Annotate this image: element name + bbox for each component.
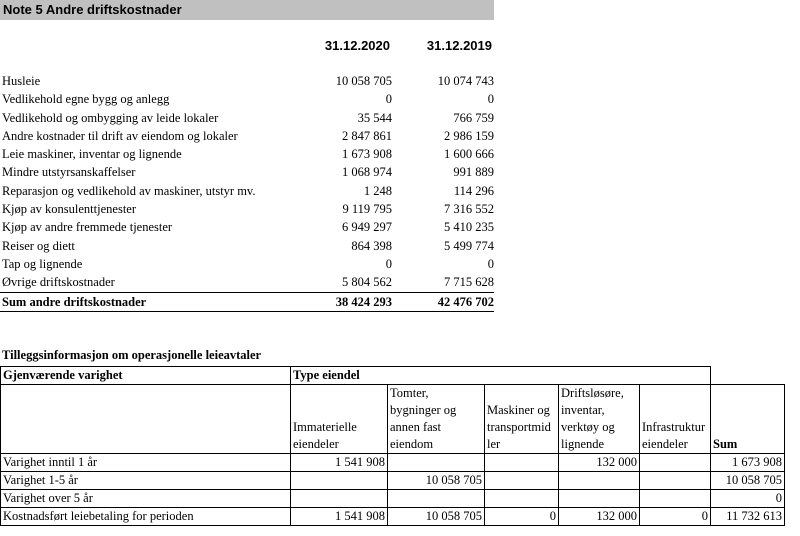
cost-row-value-2020: 1 248 [363, 183, 392, 198]
cost-row-value-2020: 10 058 705 [335, 74, 392, 88]
lease-cell: 0 [640, 508, 711, 526]
lease-row-label: Kostnadsført leiebetaling for perioden [1, 508, 291, 526]
cost-row-value-2019: 10 074 743 [437, 74, 494, 88]
cost-row-label: Øvrige driftskostnader [2, 275, 115, 290]
lease-cell: 11 732 613 [711, 508, 785, 526]
cost-row-value-2020: 864 398 [351, 238, 392, 253]
lease-col-header-line: lignende [561, 437, 605, 451]
lease-cell: 1 541 908 [291, 508, 388, 526]
cost-row-value-2020: 1 068 974 [342, 165, 392, 180]
cost-row [0, 218, 494, 236]
cost-row-value-2019: 5 410 235 [444, 220, 494, 235]
cost-table [0, 72, 494, 312]
lease-header-blank [1, 385, 291, 454]
cost-row [0, 273, 494, 292]
cost-row-label: Husleie [2, 74, 41, 88]
cost-row-value-2020: 35 544 [357, 110, 392, 125]
sum-value-2019: 42 476 702 [392, 292, 494, 311]
lease-cell [291, 490, 388, 508]
cost-row-value-2020: 9 119 795 [342, 202, 392, 217]
lease-col-header-line: Driftsløsøre, [561, 386, 624, 400]
lease-col-header-line: Tomter, [390, 386, 429, 400]
lease-cell [485, 472, 559, 490]
cost-row-value-2019: 7 316 552 [444, 202, 494, 217]
cost-row-label: Vedlikehold egne bygg og anlegg [2, 92, 170, 107]
cost-row-value-2020: 0 [385, 92, 392, 107]
lease-cell [559, 490, 640, 508]
lease-col-header [640, 385, 711, 454]
cost-row-value-2020: 6 949 297 [342, 220, 392, 235]
lease-table [0, 366, 785, 526]
lease-empty-corner [711, 367, 785, 385]
cost-sum-row [0, 292, 494, 311]
lease-col-header-line: verktøy og [561, 420, 615, 434]
cost-row-value-2019: 0 [487, 256, 494, 271]
lease-cell: 10 058 705 [711, 472, 785, 490]
lease-col-header [711, 385, 785, 454]
column-header-2019: 31.12.2019 [426, 38, 492, 53]
lease-row-label: Varighet over 5 år [1, 490, 291, 508]
lease-cell: 0 [711, 490, 785, 508]
sum-value-2020: 38 424 293 [292, 292, 392, 311]
lease-cell: 132 000 [559, 508, 640, 526]
lease-col-header [291, 385, 388, 454]
cost-row-label: Mindre utstyrsanskaffelser [2, 165, 136, 180]
cost-row-value-2019: 7 715 628 [444, 275, 494, 290]
cost-row-value-2019: 114 296 [453, 183, 494, 198]
cost-row-label: Tap og lignende [2, 256, 83, 271]
cost-row [0, 163, 494, 181]
cost-row-value-2019: 0 [487, 92, 494, 107]
lease-col-header-line: eiendom [390, 437, 434, 451]
lease-row [1, 490, 785, 508]
lease-col-header [388, 385, 485, 454]
lease-type-label: Type eiendel [291, 367, 711, 385]
lease-cell: 0 [485, 508, 559, 526]
lease-cell [291, 472, 388, 490]
lease-cell [485, 490, 559, 508]
lease-cell [388, 490, 485, 508]
lease-cell [485, 454, 559, 472]
lease-cell [640, 472, 711, 490]
cost-row-value-2019: 991 889 [453, 165, 494, 180]
column-header-2020: 31.12.2020 [324, 38, 390, 53]
cost-row-value-2019: 5 499 774 [444, 238, 494, 253]
lease-cell: 10 058 705 [388, 472, 485, 490]
lease-col-header-line: annen fast [390, 420, 442, 434]
lease-row [1, 454, 785, 472]
lease-col-header [485, 385, 559, 454]
sum-label: Sum andre driftskostnader [0, 292, 292, 311]
note-title: Note 5 Andre driftskostnader [0, 0, 494, 20]
cost-row-label: Andre kostnader til drift av eiendom og lokaler [2, 128, 238, 143]
lease-row [1, 508, 785, 526]
lease-cell [559, 472, 640, 490]
lease-col-header-line: bygninger og [390, 403, 457, 417]
cost-row-value-2020: 1 673 908 [342, 147, 392, 162]
cost-row-value-2019: 1 600 666 [444, 147, 494, 162]
lease-row-label: Varighet 1-5 år [1, 472, 291, 490]
lease-col-header-line: eiendeler [642, 437, 688, 451]
lease-cell [640, 490, 711, 508]
lease-cell: 1 673 908 [711, 454, 785, 472]
lease-cell: 10 058 705 [388, 508, 485, 526]
cost-row-label: Reparasjon og vedlikehold av maskiner, utstyr mv. [2, 183, 256, 198]
cost-row [0, 237, 494, 255]
cost-row-value-2020: 0 [385, 256, 392, 271]
cost-row [0, 72, 494, 90]
lease-col-header-line: Immaterielle [293, 420, 357, 434]
lease-col-header [559, 385, 640, 454]
cost-row-value-2019: 2 986 159 [444, 128, 494, 143]
cost-row-value-2020: 2 847 861 [342, 128, 392, 143]
lease-col-header-line: ler [487, 437, 501, 451]
cost-row-label: Reiser og diett [2, 238, 75, 253]
cost-row [0, 127, 494, 145]
cost-row [0, 90, 494, 108]
cost-row [0, 182, 494, 200]
lease-col-header-line: transportmid [487, 420, 551, 434]
cost-row-label: Vedlikehold og ombygging av leide lokaler [2, 110, 219, 125]
lease-col-header-line: Maskiner og [487, 403, 550, 417]
lease-row-label: Varighet inntil 1 år [1, 454, 291, 472]
lease-row [1, 472, 785, 490]
lease-cell: 132 000 [559, 454, 640, 472]
lease-cell: 1 541 908 [291, 454, 388, 472]
lease-col-header-line: inventar, [561, 403, 605, 417]
cost-row-value-2020: 5 804 562 [342, 275, 392, 290]
cost-row [0, 200, 494, 218]
cost-row-label: Kjøp av konsulenttjenester [2, 202, 136, 217]
lease-cell [640, 454, 711, 472]
lease-cell [388, 454, 485, 472]
cost-row-label: Leie maskiner, inventar og lignende [2, 147, 182, 162]
cost-row-value-2019: 766 759 [453, 110, 494, 125]
cost-row [0, 109, 494, 127]
lease-group-label: Gjenværende varighet [1, 367, 291, 385]
lease-col-header-line: eiendeler [293, 437, 339, 451]
lease-col-header-line: Infrastruktur [642, 420, 706, 434]
cost-row [0, 145, 494, 163]
cost-row [0, 255, 494, 273]
lease-section-title: Tilleggsinformasjon om operasjonelle leieavtaler [2, 348, 262, 362]
cost-row-label: Kjøp av andre fremmede tjenester [2, 220, 173, 235]
lease-col-header-line: Sum [713, 437, 738, 451]
